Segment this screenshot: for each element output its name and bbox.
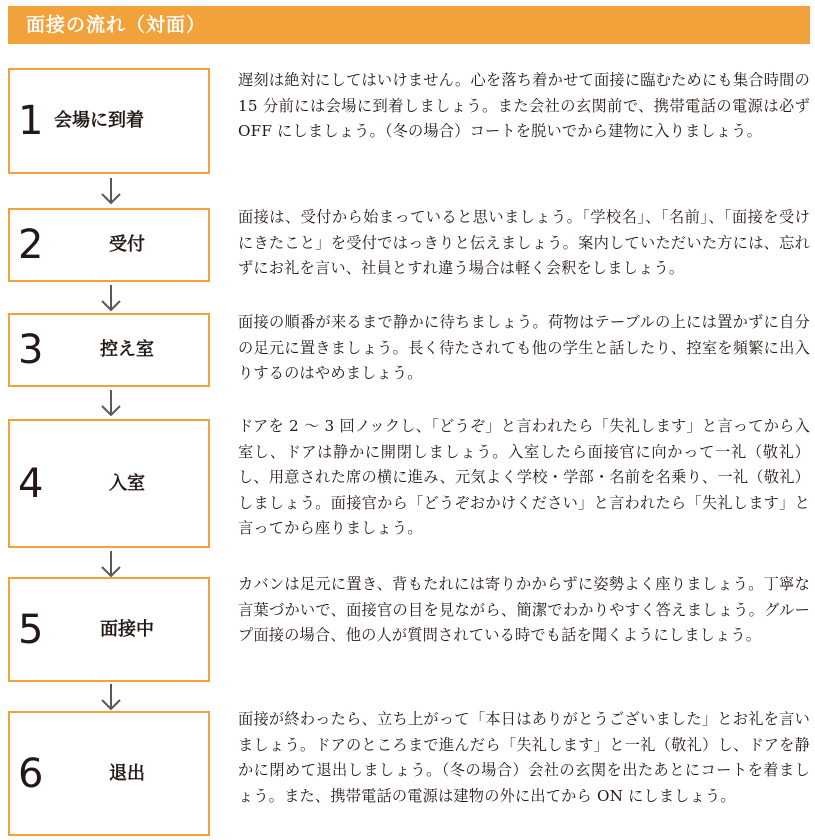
step-4-box: [8, 419, 210, 548]
step-5-title: 面接中: [100, 618, 154, 640]
step-1-number: 1: [18, 98, 44, 144]
step-3-description: 面接の順番が来るまで静かに待ちましょう。荷物はテーブルの上には置かずに自分の足元に置きましょう。長く待たされても他の学生と話したり、控室を頻繁に出入りするのはやめましょう。: [238, 313, 810, 383]
arrow-down-icon: [99, 389, 123, 417]
arrow-down-icon: [99, 550, 123, 578]
step-5-box: [8, 577, 210, 682]
page-title: 面接の流れ（対面）: [8, 6, 810, 44]
arrow-down-icon: [99, 284, 123, 312]
step-5-number: 5: [18, 606, 44, 653]
step-4-description: ドアを 2 ～ 3 回ノックし、「どうぞ」と言われたら「失礼します」と言ってから入室し、ドアは静かに開閉しましょう。入室したら面接官に向かって一礼（敬礼）し、用意された席の横に進み、元気よく学校・学部・名前を名乗り、一礼（敬礼）しましょう。面接官から「どうぞおかけください」と言われたら「失礼します」と言ってから座りましょう。: [238, 417, 810, 538]
step-6-box: [8, 711, 210, 836]
step-3-box: [8, 313, 210, 387]
step-6-description: 面接が終わったら、立ち上がって「本日はありがとうございました」とお礼を言いましょう。ドアのところまで進んだら「失礼します」と一礼（敬礼）し、ドアを静かに閉めて退出しましょう。（冬の場合）会社の玄関を出たあとにコートを着ましょう。また、携帯電話の電源は建物の外に出てから ON にしましょう。: [238, 710, 810, 805]
step-4-title: 入室: [109, 472, 145, 494]
step-2-box: [8, 208, 210, 282]
arrow-down-icon: [99, 683, 123, 711]
step-6-title: 退出: [109, 762, 145, 784]
step-6-number: 6: [18, 750, 44, 797]
step-3-number: 3: [18, 327, 44, 373]
step-3-title: 控え室: [100, 339, 154, 360]
step-5-description: カバンは足元に置き、背もたれには寄りかからずに姿勢よく座りましょう。丁寧な言葉づかいで、面接官の目を見ながら、簡潔でわかりやすく答えましょう。グループ面接の場合、他の人が質問されている時でも話を聞くようにしましょう。: [238, 575, 810, 645]
step-1-description: 遅刻は絶対にしてはいけません。心を落ち着かせて面接に臨むためにも集合時間の 15 分前には会場に到着しましょう。また会社の玄関前で、携帯電話の電源は必ず OFF にしましょう。（冬の場合）コートを脱いでから建物に入りましょう。: [238, 71, 810, 141]
step-1-title: 会場に到着: [54, 110, 144, 131]
arrow-down-icon: [99, 177, 123, 205]
step-2-number: 2: [18, 222, 44, 268]
step-1-box: [8, 68, 210, 174]
step-4-number: 4: [18, 460, 44, 507]
step-2-description: 面接は、受付から始まっていると思いましょう。「学校名」、「名前」、「面接を受けにきたこと」を受付ではっきりと伝えましょう。案内していただいた方には、忘れずにお礼を言い、社員とすれ違う場合は軽く会釈をしましょう。: [238, 208, 810, 278]
step-2-title: 受付: [109, 234, 145, 255]
